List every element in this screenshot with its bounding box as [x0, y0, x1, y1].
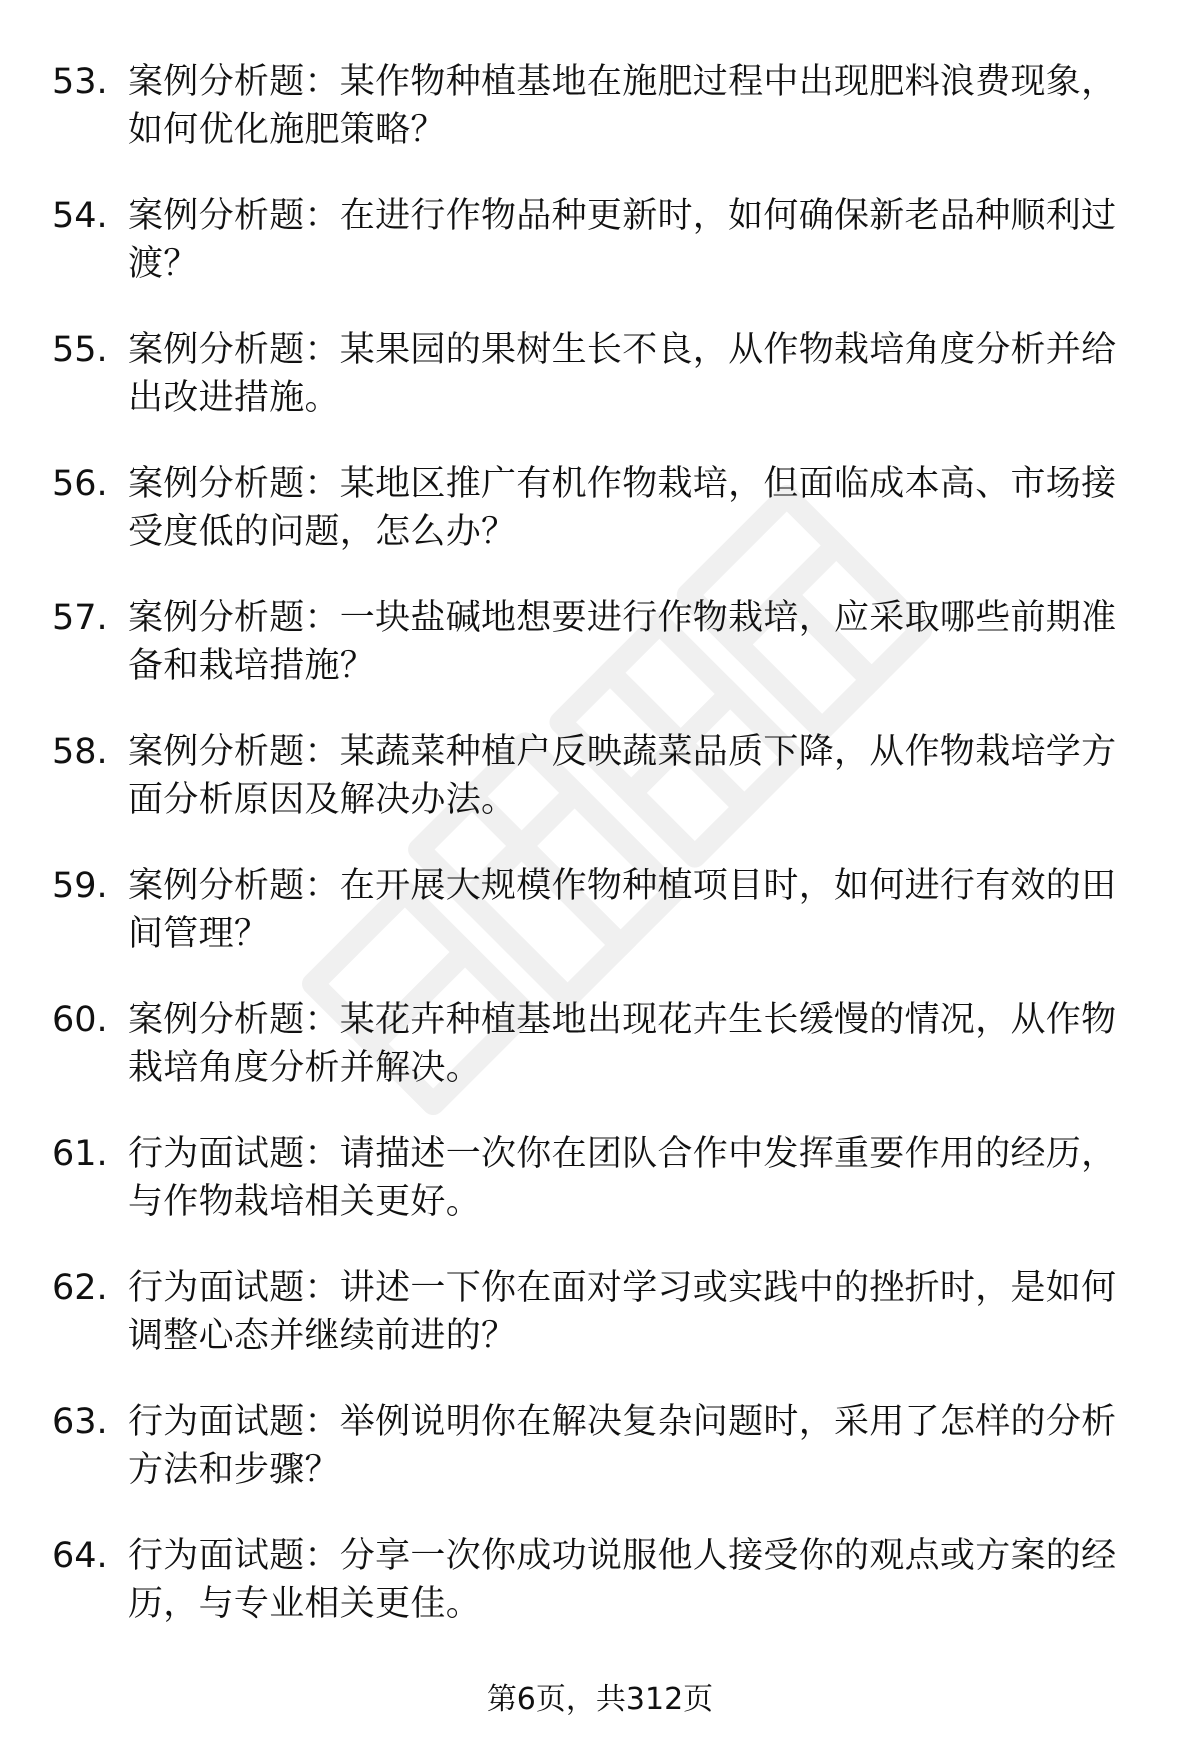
question-item	[52, 326, 1152, 422]
question-number: 62.	[52, 1268, 108, 1308]
question-number: 57.	[52, 598, 108, 638]
question-item	[52, 728, 1152, 824]
page-number-footer: 第6页，共312页	[486, 1682, 714, 1717]
question-number: 63.	[52, 1402, 108, 1442]
question-item	[52, 1264, 1152, 1360]
question-number: 61.	[52, 1134, 108, 1174]
question-item	[52, 1532, 1152, 1628]
question-text: 行为面试题：分享一次你成功说服他人接受你的观点或方案的经历，与专业相关更佳。	[128, 1536, 1117, 1624]
question-text: 案例分析题：一块盐碱地想要进行作物栽培，应采取哪些前期准备和栽培措施？	[128, 598, 1117, 686]
question-number: 60.	[52, 1000, 108, 1040]
question-number: 59.	[52, 866, 108, 906]
question-text: 案例分析题：某果园的果树生长不良，从作物栽培角度分析并给出改进措施。	[128, 330, 1117, 418]
question-text: 行为面试题：举例说明你在解决复杂问题时，采用了怎样的分析方法和步骤？	[128, 1402, 1117, 1490]
question-text: 行为面试题：请描述一次你在团队合作中发挥重要作用的经历，与作物栽培相关更好。	[128, 1134, 1117, 1222]
question-text: 案例分析题：某蔬菜种植户反映蔬菜品质下降，从作物栽培学方面分析原因及解决办法。	[128, 732, 1117, 820]
question-text: 案例分析题：在开展大规模作物种植项目时，如何进行有效的田间管理？	[128, 866, 1117, 954]
question-item	[52, 1398, 1152, 1494]
question-item	[52, 1130, 1152, 1226]
question-text: 案例分析题：某地区推广有机作物栽培，但面临成本高、市场接受度低的问题，怎么办？	[128, 464, 1117, 552]
question-item	[52, 862, 1152, 958]
question-item	[52, 192, 1152, 288]
question-number: 54.	[52, 196, 108, 236]
question-number: 64.	[52, 1536, 108, 1576]
question-item	[52, 58, 1152, 154]
question-number: 58.	[52, 732, 108, 772]
question-text: 行为面试题：讲述一下你在面对学习或实践中的挫折时，是如何调整心态并继续前进的？	[128, 1268, 1117, 1356]
question-text: 案例分析题：某作物种植基地在施肥过程中出现肥料浪费现象，如何优化施肥策略？	[128, 62, 1117, 150]
question-item	[52, 996, 1152, 1092]
question-item	[52, 460, 1152, 556]
question-list	[52, 58, 1152, 1666]
question-text: 案例分析题：某花卉种植基地出现花卉生长缓慢的情况，从作物栽培角度分析并解决。	[128, 1000, 1117, 1088]
question-number: 56.	[52, 464, 108, 504]
question-number: 55.	[52, 330, 108, 370]
question-text: 案例分析题：在进行作物品种更新时，如何确保新老品种顺利过渡？	[128, 196, 1117, 284]
question-item	[52, 594, 1152, 690]
question-number: 53.	[52, 62, 108, 102]
